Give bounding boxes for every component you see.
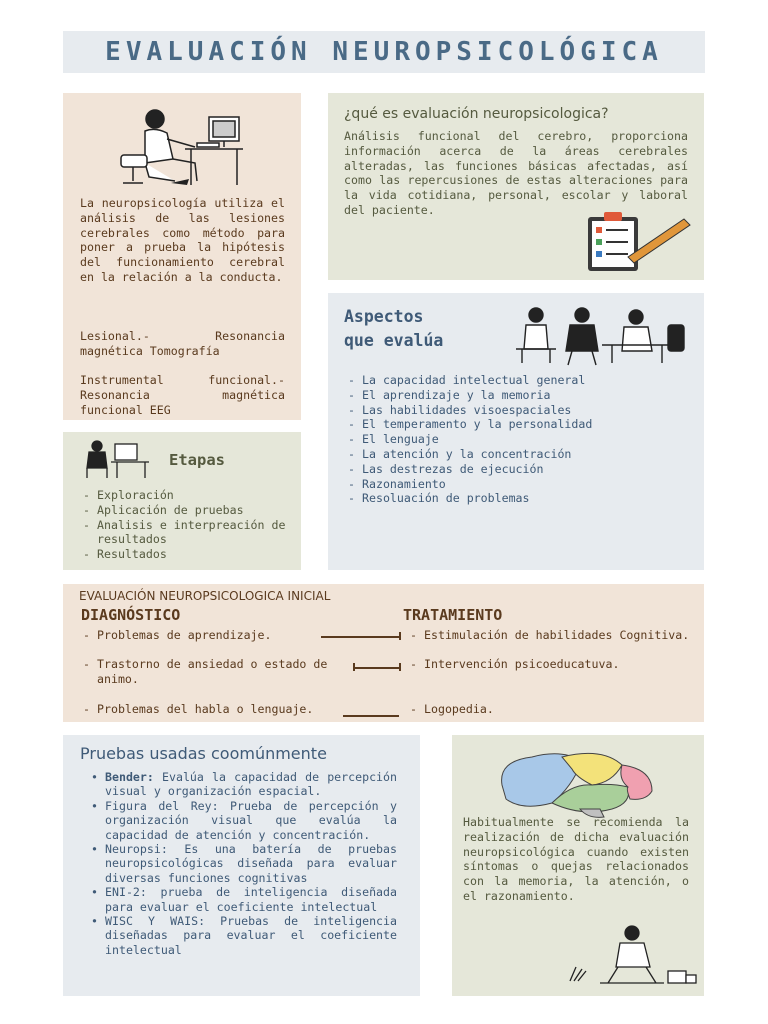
- list-item: - Aplicación de pruebas: [79, 503, 289, 518]
- list-item: [89, 842, 397, 885]
- connector-tick: [353, 663, 355, 671]
- doctor-at-computer-illustration: [115, 107, 247, 189]
- team-meeting-illustration: [512, 305, 688, 367]
- test-description: Figura del Rey: Prueba de percepción y organización visual que evalúa la capacidad de atención y concentración.: [105, 798, 397, 842]
- definition-heading: ¿qué es evaluación neuropsicologica?: [344, 106, 609, 122]
- list-item: - El lenguaje: [344, 432, 684, 447]
- connector-line: [353, 667, 399, 669]
- diagnosis-list: [79, 628, 329, 717]
- test-description: ENI-2: prueba de inteligencia diseñada para evaluar el coeficiente intelectual: [105, 885, 397, 914]
- connector-tick: [399, 663, 401, 671]
- tests-card: [63, 735, 420, 996]
- test-description: Neuropsi: Es una batería de pruebas neuropsicológicas diseñada para evaluar diversas funciones cognitivas: [105, 842, 397, 885]
- aspects-card: [328, 293, 704, 570]
- tests-heading: Pruebas usadas coomúnmente: [80, 744, 327, 763]
- list-item: [89, 885, 397, 914]
- connector-tick: [399, 632, 401, 640]
- stages-heading: Etapas: [169, 451, 225, 469]
- recommendation-card: [452, 735, 704, 996]
- list-item: - El temperamento y la personalidad: [344, 417, 684, 432]
- diagnosis-label: DIAGNÓSTICO: [81, 606, 181, 624]
- list-item: - Problemas de aprendizaje.: [79, 628, 329, 657]
- aspects-list: [344, 373, 684, 506]
- title-banner: [63, 31, 705, 73]
- stages-list: [79, 488, 289, 562]
- list-item: - Razonamiento: [344, 477, 684, 492]
- list-item: [89, 770, 397, 799]
- list-item: - Las habilidades visoespaciales: [344, 403, 684, 418]
- test-description: WISC Y WAIS: Pruebas de inteligencia diseñadas para evaluar el coeficiente intelectual: [105, 914, 397, 957]
- intro-card: [63, 93, 301, 420]
- treatment-label: TRATAMIENTO: [403, 606, 503, 624]
- treatment-list: [406, 628, 696, 717]
- list-item: - Analisis e interpreación de resultados: [79, 518, 289, 548]
- aspects-heading-line1: Aspectos: [344, 307, 424, 326]
- list-item: [89, 799, 397, 842]
- intro-text: La neuropsicología utiliza el análisis de las lesiones cerebrales como método para poner a prueba la hipótesis del funcionamiento cerebral en la relación a la conducta.: [80, 196, 285, 284]
- gardening-person-illustration: [560, 923, 700, 987]
- connector-line: [343, 715, 399, 717]
- list-item: - Estimulación de habilidades Cognitiva.: [406, 628, 696, 657]
- list-item: - Resoluación de problemas: [344, 491, 684, 506]
- list-item: [89, 914, 397, 957]
- recommendation-text: Habitualmente se recomienda la realización de dicha evaluación neuropsicológica cuando existen síntomas o quejas relacionados con la memoria, la atención, o el razonamiento.: [463, 815, 689, 903]
- list-item: - Exploración: [79, 488, 289, 503]
- person-at-desk-icon: [81, 440, 151, 480]
- aspects-heading-line2: que evalúa: [344, 331, 444, 350]
- list-item: - Logopedia.: [406, 702, 696, 717]
- list-item: - Las destrezas de ejecución: [344, 462, 684, 477]
- test-name: Bender:: [105, 770, 154, 784]
- definition-card: [328, 93, 704, 280]
- stages-card: [63, 432, 301, 570]
- list-item: - Resultados: [79, 547, 289, 562]
- intro-instrumental: Instrumental funcional.- Resonancia magnética funcional EEG: [80, 373, 285, 417]
- connector-line: [321, 636, 399, 638]
- list-item: - El aprendizaje y la memoria: [344, 388, 684, 403]
- list-item: - Intervención psicoeducatuva.: [406, 657, 696, 702]
- intro-lesional: Lesional.- Resonancia magnética Tomografía: [80, 329, 285, 358]
- list-item: - Trastorno de ansiedad o estado de animo.: [79, 657, 329, 702]
- tests-list: [89, 770, 397, 957]
- list-item: - Problemas del habla o lenguaje.: [79, 702, 329, 717]
- test-description: Evalúa la capacidad de percepción visual y organización espacial.: [105, 770, 397, 799]
- definition-text: Análisis funcional del cerebro, proporciona información acerca de la áreas cerebrales alteradas, las funciones básicas afectadas, así como las repercusiones de estas alteraciones para la vida cotidiana, personal, escolar y laboral del paciente.: [344, 129, 688, 217]
- page-title: EVALUACIÓN NEUROPSICOLÓGICA: [105, 37, 663, 67]
- list-item: - La capacidad intelectual general: [344, 373, 684, 388]
- initial-evaluation-card: [63, 584, 704, 722]
- initial-heading: EVALUACIÓN NEUROPSICOLOGICA INICIAL: [79, 589, 331, 603]
- clipboard-checklist-icon: [584, 211, 694, 273]
- brain-icon: [492, 747, 662, 819]
- list-item: - La atención y la concentración: [344, 447, 684, 462]
